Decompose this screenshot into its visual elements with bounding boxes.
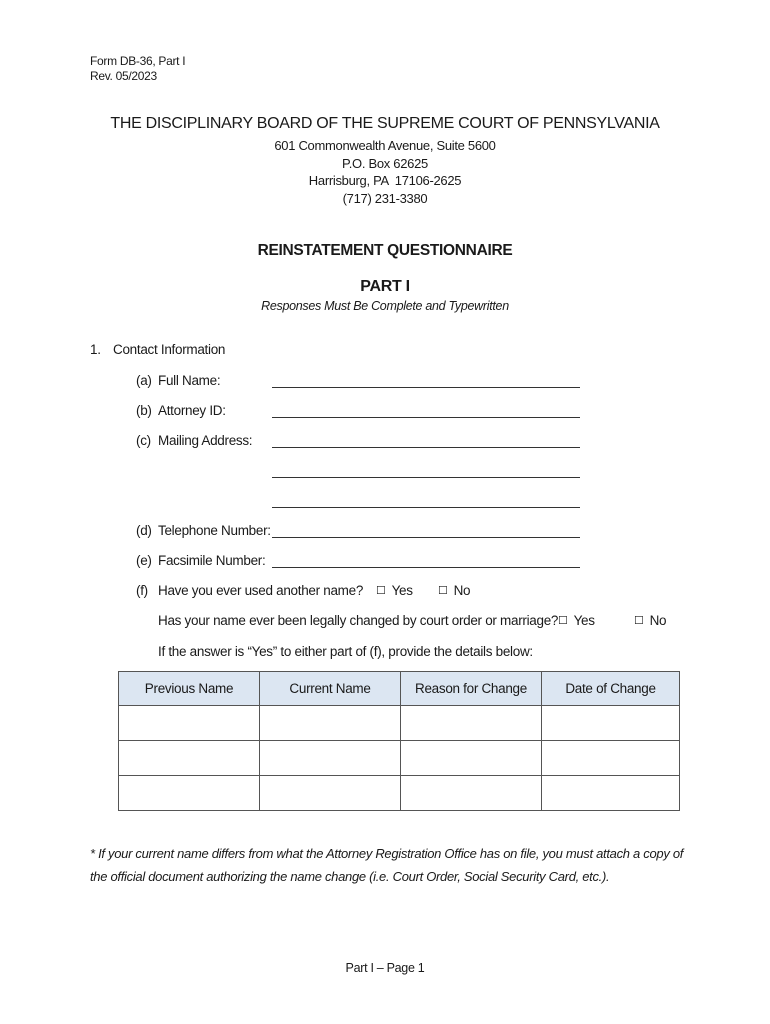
telephone-field[interactable] — [272, 537, 580, 538]
field-marker: (d) — [136, 523, 152, 538]
instructions: Responses Must Be Complete and Typewritten — [261, 299, 509, 313]
current-name-cell[interactable] — [260, 741, 401, 776]
column-header-current-name: Current Name — [260, 672, 401, 706]
address-city: Harrisburg, PA 17106-2625 — [308, 173, 462, 188]
mailing-address-label: Mailing Address: — [158, 433, 253, 448]
form-id — [90, 54, 185, 84]
table-row — [119, 706, 680, 741]
name-change-note: * If your current name differs from what the Attorney Registration Office has on file, you must attach a copy of the official document authorizing the name change (i.e. Court Order, Social Security Card, etc.). — [90, 846, 684, 884]
current-name-cell[interactable] — [260, 706, 401, 741]
checkbox-icon[interactable]: ☐ — [558, 615, 568, 627]
previous-name-cell[interactable] — [119, 741, 260, 776]
form-title: REINSTATEMENT QUESTIONNAIRE — [257, 242, 513, 259]
no-label: No — [453, 583, 471, 598]
reason-cell[interactable] — [401, 776, 542, 811]
checkbox-icon[interactable]: ☐ — [438, 585, 448, 597]
full-name-field[interactable] — [272, 387, 580, 388]
other-name-question: Have you ever used another name? — [158, 583, 364, 598]
field-marker: (a) — [136, 373, 152, 388]
previous-name-cell[interactable] — [119, 776, 260, 811]
other-name-no-option[interactable] — [438, 583, 470, 598]
field-marker: (f) — [136, 583, 148, 598]
table-row — [119, 776, 680, 811]
legal-name-change-no-option[interactable] — [634, 613, 666, 628]
date-cell[interactable] — [542, 776, 680, 811]
column-header-previous-name: Previous Name — [119, 672, 260, 706]
no-label: No — [649, 613, 667, 628]
yes-label: Yes — [573, 613, 595, 628]
address-phone: (717) 231-3380 — [342, 190, 428, 206]
section-heading: Contact Information — [113, 342, 226, 357]
column-header-reason: Reason for Change — [401, 672, 542, 706]
reason-cell[interactable] — [401, 706, 542, 741]
attorney-id-label: Attorney ID: — [158, 403, 226, 418]
checkbox-icon[interactable]: ☐ — [634, 615, 644, 627]
yes-label: Yes — [391, 583, 413, 598]
form-revision: Rev. 05/2023 — [90, 69, 157, 83]
address-street: 601 Commonwealth Avenue, Suite 5600 — [274, 138, 496, 153]
mailing-address-field-line-1[interactable] — [272, 447, 580, 448]
legal-name-change-question: Has your name ever been legally changed by court order or marriage? — [158, 613, 559, 628]
address-po-box: P.O. Box 62625 — [342, 155, 428, 171]
form-number: Form DB-36, Part I — [90, 54, 186, 68]
attorney-id-field[interactable] — [272, 417, 580, 418]
date-cell[interactable] — [542, 741, 680, 776]
organization-address — [0, 137, 770, 207]
mailing-address-field-line-3[interactable] — [272, 507, 580, 508]
checkbox-icon[interactable]: ☐ — [376, 585, 386, 597]
reason-cell[interactable] — [401, 741, 542, 776]
other-name-yes-option[interactable] — [376, 583, 413, 598]
name-change-table — [118, 671, 680, 811]
telephone-label: Telephone Number: — [158, 523, 271, 538]
facsimile-field[interactable] — [272, 567, 580, 568]
date-cell[interactable] — [542, 706, 680, 741]
table-header-row — [119, 672, 680, 706]
organization-name: THE DISCIPLINARY BOARD OF THE SUPREME COURT OF PENNSYLVANIA — [110, 115, 660, 132]
followup-instructions: If the answer is “Yes” to either part of (f), provide the details below: — [158, 644, 533, 659]
page-footer: Part I – Page 1 — [345, 961, 425, 975]
field-marker: (e) — [136, 553, 152, 568]
field-marker: (c) — [136, 433, 151, 448]
full-name-label: Full Name: — [158, 373, 221, 388]
previous-name-cell[interactable] — [119, 706, 260, 741]
legal-name-change-yes-option[interactable] — [558, 613, 595, 628]
table-row — [119, 741, 680, 776]
part-title: PART I — [360, 278, 410, 295]
section-number: 1. — [90, 342, 101, 357]
field-marker: (b) — [136, 403, 152, 418]
facsimile-label: Facsimile Number: — [158, 553, 266, 568]
mailing-address-field-line-2[interactable] — [272, 477, 580, 478]
column-header-date: Date of Change — [542, 672, 680, 706]
current-name-cell[interactable] — [260, 776, 401, 811]
